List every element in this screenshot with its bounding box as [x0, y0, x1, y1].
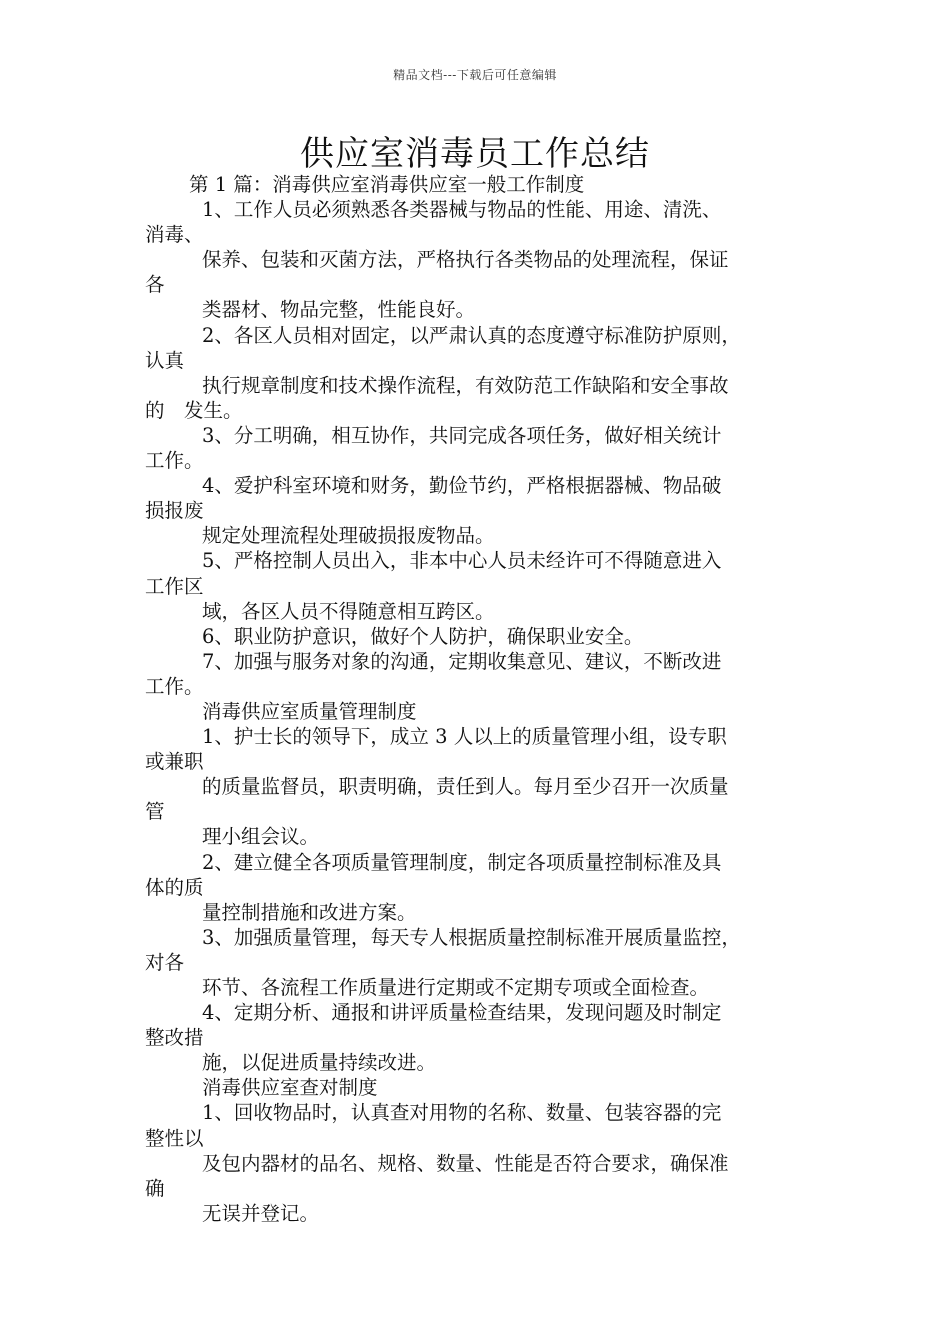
text-line: 1、工作人员必须熟悉各类器械与物品的性能、用途、清洗、	[202, 198, 722, 222]
text-line: 规定处理流程处理破损报废物品。	[202, 524, 495, 548]
text-line: 损报废	[145, 499, 204, 523]
text-line: 保养、包装和灭菌方法，严格执行各类物品的处理流程，保证	[202, 248, 729, 272]
text-line: 工作区	[145, 574, 204, 598]
text-line: 消毒、	[145, 223, 204, 247]
text-line: 管	[145, 800, 165, 824]
text-line: 7、加强与服务对象的沟通，定期收集意见、建议，不断改进	[202, 649, 722, 673]
text-line: 施，以促进质量持续改进。	[202, 1051, 437, 1075]
text-line: 4、定期分析、通报和讲评质量检查结果，发现问题及时制定	[202, 1001, 722, 1025]
text-line: 或兼职	[145, 750, 204, 774]
text-line: 确	[145, 1176, 165, 1200]
text-line: 理小组会议。	[202, 825, 320, 849]
text-line: 6、职业防护意识，做好个人防护，确保职业安全。	[202, 624, 644, 648]
text-line: 量控制措施和改进方案。	[202, 900, 417, 924]
text-line: 5、严格控制人员出入，非本中心人员未经许可不得随意进入	[202, 549, 722, 573]
text-line: 工作。	[145, 449, 204, 473]
text-line: 1、回收物品时，认真查对用物的名称、数量、包装容器的完	[202, 1101, 722, 1125]
text-line: 3、加强质量管理，每天专人根据质量控制标准开展质量监控，	[202, 925, 741, 949]
text-line: 消毒供应室质量管理制度	[202, 699, 417, 723]
text-line: 的 发生。	[145, 398, 243, 422]
page-title: 供应室消毒员工作总结	[300, 134, 650, 174]
text-line: 执行规章制度和技术操作流程，有效防范工作缺陷和安全事故	[202, 373, 729, 397]
text-line: 及包内器材的品名、规格、数量、性能是否符合要求，确保准	[202, 1151, 729, 1175]
text-line: 对各	[145, 950, 185, 974]
text-line: 无误并登记。	[202, 1201, 320, 1225]
text-line: 4、爱护科室环境和财务，勤俭节约，严格根据器械、物品破	[202, 474, 722, 498]
text-line: 整性以	[145, 1126, 204, 1150]
text-line: 2、建立健全各项质量管理制度，制定各项质量控制标准及具	[202, 850, 722, 874]
text-line: 第 1 篇：消毒供应室消毒供应室一般工作制度	[189, 173, 585, 196]
text-line: 环节、各流程工作质量进行定期或不定期专项或全面检查。	[202, 976, 710, 999]
text-line: 3、分工明确，相互协作，共同完成各项任务，做好相关统计	[202, 423, 722, 447]
text-line: 2、各区人员相对固定，以严肃认真的态度遵守标准防护原则，	[202, 323, 741, 347]
header-note: 精品文档---下载后可任意编辑	[393, 68, 557, 82]
text-line: 的质量监督员，职责明确，责任到人。每月至少召开一次质量	[202, 775, 729, 799]
document-body	[145, 172, 825, 1226]
text-line: 消毒供应室查对制度	[202, 1076, 378, 1100]
text-line: 认真	[145, 348, 185, 372]
text-line: 1、护士长的领导下，成立 3 人以上的质量管理小组，设专职	[202, 725, 727, 749]
text-line: 体的质	[145, 875, 204, 899]
text-line: 工作。	[145, 674, 204, 698]
text-line: 类器材、物品完整，性能良好。	[202, 298, 476, 322]
text-line: 各	[145, 273, 165, 297]
text-line: 整改措	[145, 1026, 204, 1050]
text-line: 域，各区人员不得随意相互跨区。	[202, 599, 495, 623]
